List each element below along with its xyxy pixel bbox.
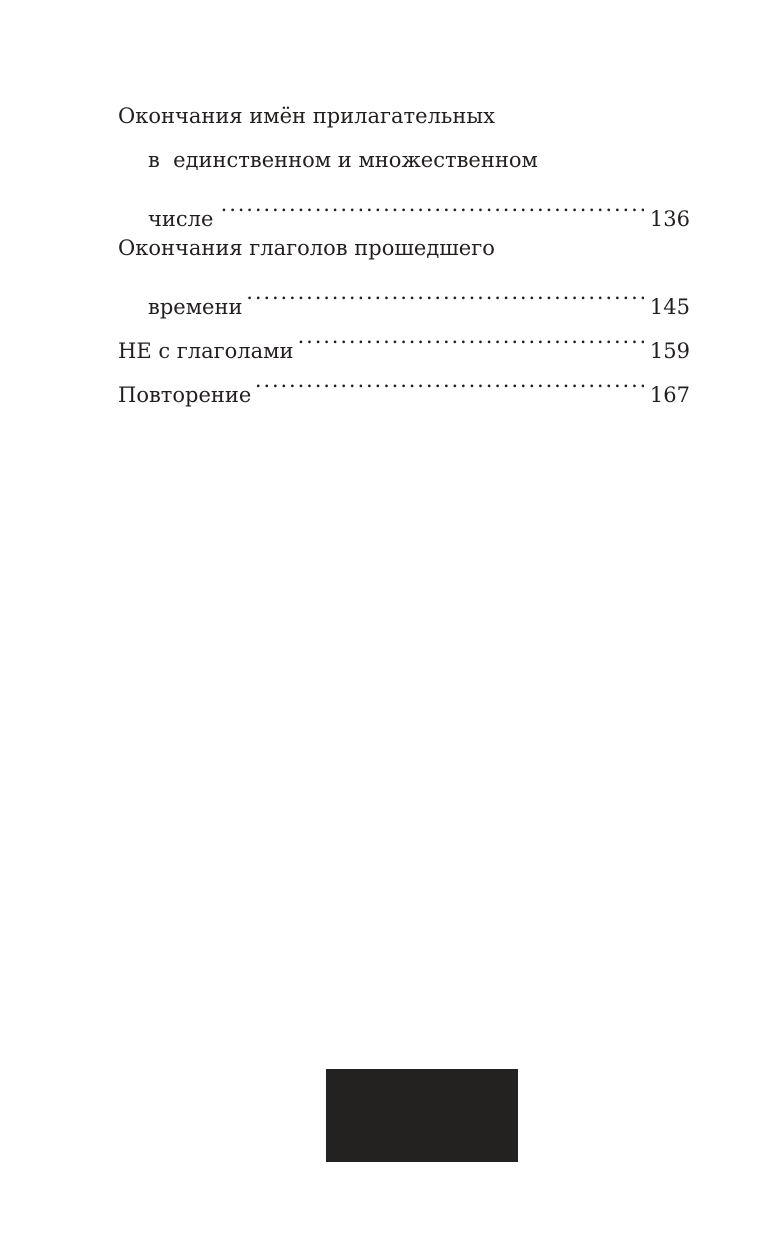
toc-entry-line [118,226,690,270]
toc-entry-title: Повторение [118,383,252,407]
toc-page-number: 145 [649,295,690,319]
toc-entry-title-continued: в единственном и множественном [148,148,538,172]
toc-entry-title-continued: числе [148,207,214,231]
dot-leader [248,270,643,314]
toc-entry-title: НЕ с глаголами [118,339,294,363]
toc-entry-title-continued: времени [148,295,243,319]
table-of-contents [118,94,690,407]
toc-page-number: 167 [649,383,690,407]
dot-leader [219,182,643,226]
dot-leader [253,358,644,402]
toc-entry-line [118,94,690,138]
toc-entry-title: Окончания глаголов прошедшего [118,236,495,260]
toc-entry-title: Окончания имён прилагательных [118,104,495,128]
toc-entry-line [118,138,690,182]
toc-page-number: 159 [649,339,690,363]
toc-entry-line [118,270,690,319]
dot-leader [299,314,643,358]
toc-page-number: 136 [649,207,690,231]
footer-block [326,1069,518,1162]
toc-entry-line [118,182,690,231]
